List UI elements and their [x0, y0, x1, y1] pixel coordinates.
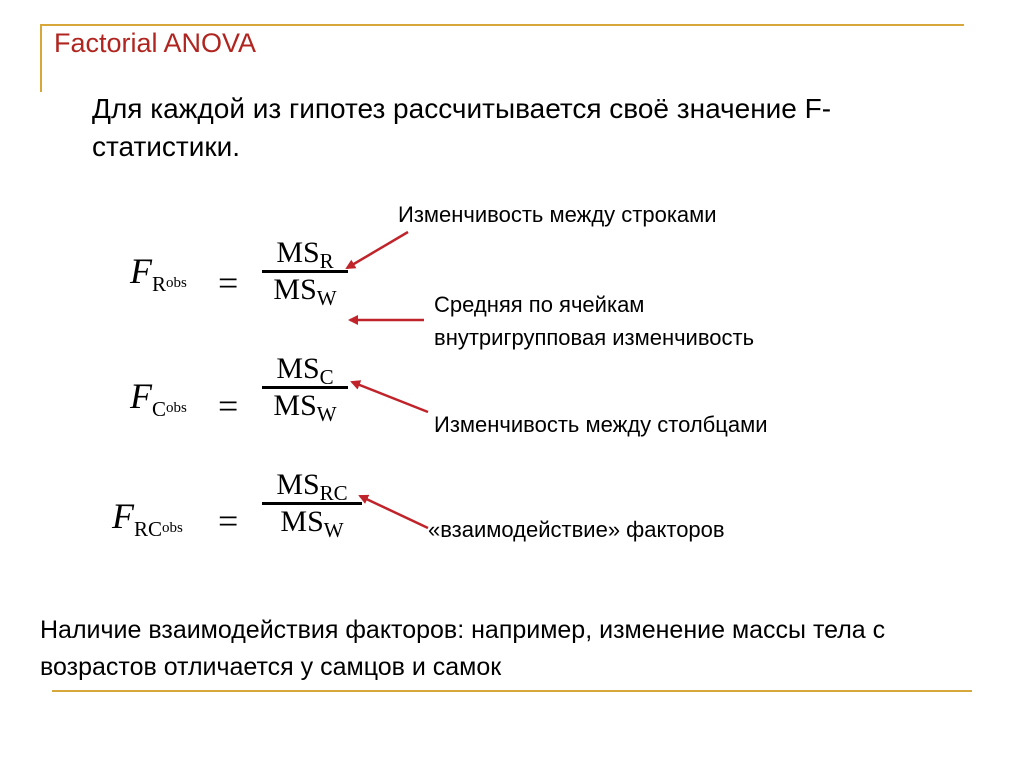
formula-numerator: $MS_C$: [276, 352, 334, 389]
formula-denominator: $MS_W$: [280, 505, 344, 542]
bottom-note: Наличие взаимодействия факторов: например, изменение массы тела с возрастов отличается у самцов и самок: [40, 616, 886, 681]
formula-lhs: F: [130, 251, 152, 291]
numerator-sub: R: [319, 249, 334, 273]
bottom-rule: [52, 690, 972, 692]
arrow-rows: [347, 232, 408, 268]
slide-title: Factorial ANOVA: [54, 28, 257, 58]
formula-lhs-sub: RC: [134, 517, 163, 541]
arrow-interaction: [360, 496, 428, 528]
annotation-cols: Изменчивость между столбцами: [434, 412, 768, 437]
formula-lhs-subsub: obs: [162, 520, 183, 536]
formula-numerator: $MS_R$: [276, 236, 334, 273]
formula-equals: =: [218, 386, 239, 426]
arrow-cols: [352, 382, 428, 412]
denominator-sub: W: [316, 402, 337, 426]
numerator-sub: RC: [319, 481, 348, 505]
formula-denominator: $MS_W$: [273, 273, 337, 310]
formula-numerator: $MS_{RC}$: [276, 468, 348, 505]
formula-lhs-subsub: obs: [166, 400, 187, 416]
formula-lhs-sub: R: [152, 272, 167, 296]
annotation-within-line1: Средняя по ячейкам: [434, 292, 645, 317]
formula-equals: =: [218, 263, 239, 303]
denominator-sub: W: [323, 518, 344, 542]
annotation-interaction: «взаимодействие» факторов: [428, 517, 725, 542]
numerator-sub: C: [319, 365, 334, 389]
formula-lhs-subsub: obs: [166, 275, 187, 291]
formula-lhs-sub: C: [152, 397, 167, 421]
formula-lhs: F: [112, 496, 134, 536]
denominator-sub: W: [316, 286, 337, 310]
annotation-within-line2: внутригрупповая изменчивость: [434, 325, 755, 350]
formula-equals: =: [218, 501, 239, 541]
intro-text: Для каждой из гипотез рассчитывается своё значение F-статистики.: [92, 93, 832, 162]
annotation-rows: Изменчивость между строками: [398, 202, 717, 227]
formula-lhs: F: [130, 376, 152, 416]
formula-denominator: $MS_W$: [273, 389, 337, 426]
